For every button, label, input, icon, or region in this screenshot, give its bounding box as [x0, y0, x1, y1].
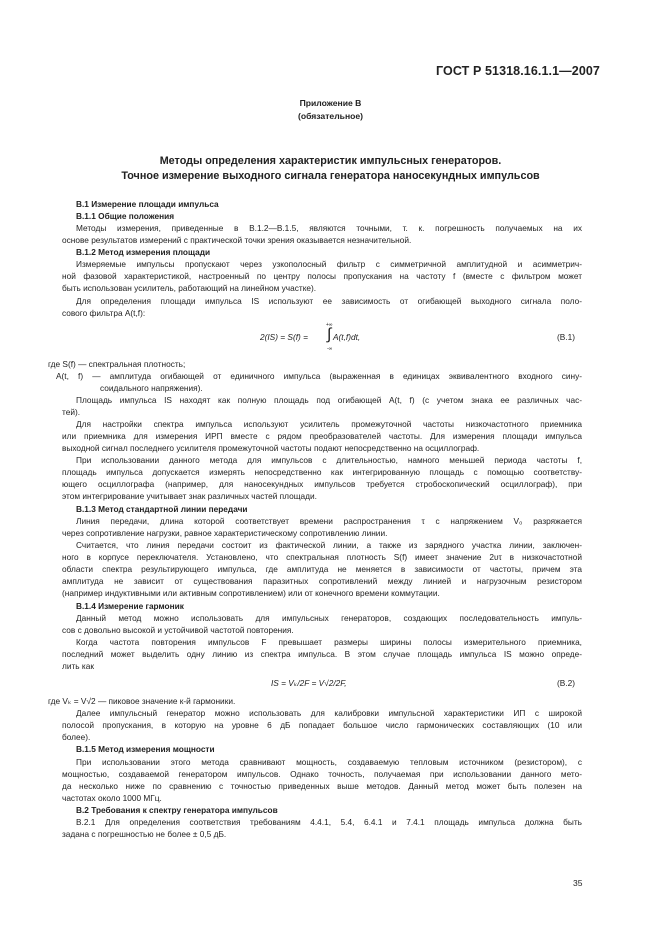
paragraph-line: основе результатов измерений с практической точки зрения оказывается незначительной.: [62, 235, 412, 245]
paragraph-line: сов с довольно высокой и устойчивой частотой повторения.: [62, 625, 294, 635]
paragraph-line: При использовании данного метода для импульсов с длительностью, намного меньшей периода частоты f,: [76, 455, 582, 465]
appendix-status: (обязательное): [297, 111, 364, 121]
paragraph-line: Линия передачи, длина которой соответствует времени распространения τ с напряжением V₀ разряжается: [76, 516, 582, 526]
heading-b1-1: В.1.1 Общие положения: [76, 211, 175, 221]
paragraph-line: где Vₖ = V√2 — пиковое значение к-й гармоники.: [48, 696, 236, 706]
paragraph-line: быть использован усилитель, работающий на линейном участке).: [62, 283, 317, 293]
paragraph-line: Методы измерения, приведенные в В.1.2—В.1.5, являются точными, т. к. погрешность получаемых на их: [76, 223, 582, 233]
paragraph-line: тей).: [62, 407, 81, 417]
paragraph-line: где S(f) — спектральная плотность;: [48, 359, 186, 369]
heading-b1-4: В.1.4 Измерение гармоник: [76, 601, 184, 611]
paragraph-line: Считается, что линия передачи состоит из фактической линии, а также из зарядного участка линии, заключен-: [76, 540, 582, 550]
paragraph-line: частотах около 1000 МГц.: [62, 793, 162, 803]
paragraph-line: более).: [62, 732, 91, 742]
heading-b1-5: В.1.5 Метод измерения мощности: [76, 744, 215, 754]
formula-b1-integrand: A(t,f)dt,: [333, 332, 361, 342]
paragraph-line: Когда частота повторения импульсов F превышает размеры ширины полосы измерительного приемника,: [76, 637, 582, 647]
appendix-title: Приложение В: [299, 98, 362, 108]
paragraph-line: ной фазовой характеристикой, настроенный по центру полосы пропускания на частоту f (вместе с фильтром может: [62, 271, 582, 281]
paragraph-line: Площадь импульса IS находят как полную площадь под огибающей A(t, f) (с учетом знака ее различных час-: [76, 395, 582, 405]
paragraph-line: сового фильтра A(t,f):: [62, 308, 146, 318]
paragraph-line: лить как: [62, 661, 94, 671]
paragraph-line: полосой пропускания, в которую на уровне 6 дБ попадает большое число гармонических составляющих (10 или: [62, 720, 582, 730]
paragraph-line: задана с погрешностью не более ± 0,5 дБ.: [62, 829, 227, 839]
formula-b1-upper-limit: +∞: [326, 322, 333, 328]
heading-b1: В.1 Измерение площади импульса: [76, 199, 219, 209]
paragraph-line: Далее импульсный генератор можно использовать для калибровки импульсной характеристики ИП с широкой: [76, 708, 582, 718]
paragraph-line: В.2.1 Для определения соответствия требованиям 4.4.1, 5.4, 6.4.1 и 7.4.1 площадь импульса должна быть: [76, 817, 582, 827]
paragraph-line: амплитуда не зависит от существования паразитных сопротивлений между линией и нагрузочным резистором: [62, 576, 582, 586]
paragraph-line: A(t, f) — амплитуда огибающей от единичного импульса (выраженная в единицах эквивалентного входного сину-: [56, 371, 582, 381]
paragraph-line: области спектра результирующего импульса, где амплитуда не меняется в зависимости от частоты, причем эта: [62, 564, 582, 574]
paragraph-line: ющего осциллографа (например, для наносекундных импульсов требуется стробоскопический осциллограф), при: [62, 479, 582, 489]
paragraph-line: Данный метод можно использовать для импульсных генераторов, создающих последовательность импуль-: [76, 613, 582, 623]
paragraph-line: последний может выделить одну линию из спектра импульса. В этом случае площадь импульса IS можно опреде-: [62, 649, 582, 659]
page-number: 35: [573, 878, 583, 888]
document-header: ГОСТ Р 51318.16.1.1—2007: [436, 64, 600, 78]
paragraph-line: да несколько ниже по сравнению с точностью приведенных выше методов. Данный метод может быть полезен на: [62, 781, 582, 791]
paragraph-line: выходной сигнал последнего усилителя промежуточной частоты подают непосредственно на осциллограф.: [62, 443, 480, 453]
paragraph-line: ного в корпусе переключателя. Установлено, что спектральная плотность S(f) имеет значение 2υτ в низкочастотной: [62, 552, 582, 562]
integral-sign-icon: ∫: [327, 326, 332, 343]
section-title-line-1: Методы определения характеристик импульсных генераторов.: [159, 155, 502, 167]
paragraph-line: или приемника для измерения ИРП вместе с рядом преобразователей частоты. Для измерения площади импульса: [62, 431, 582, 441]
section-title-line-2: Точное измерение выходного сигнала генератора наносекундных импульсов: [121, 170, 540, 182]
paragraph-line: этом интегрирование учитывает знак различных частей площади.: [62, 491, 317, 501]
paragraph-line: Измеряемые импульсы пропускают через узкополосный фильтр с симметричной амплитудной и асимметрич-: [76, 259, 582, 269]
paragraph-line: Для определения площади импульса IS используют ее зависимость от огибающей выходного сигнала поло-: [76, 296, 582, 306]
formula-b1-lower-limit: -∞: [327, 346, 333, 352]
formula-b2: IS = Vₖ/2F = V√2/2F,: [271, 678, 347, 688]
paragraph-line: При использовании этого метода сравнивают мощность, создаваемую тепловым источником (резистором), с: [76, 757, 582, 767]
paragraph-line: (например индуктивными или активным сопротивлением) или от конечного времени коммутации.: [62, 588, 440, 598]
paragraph-line: мощностью, создаваемой генератором импульсов. Однако точность, получаемая при использовании данного мето-: [62, 769, 582, 779]
paragraph-line: площадь импульса допускается измерять непосредственно как интегрированную площадь с помощью соответству-: [62, 467, 582, 477]
heading-b2: В.2 Требования к спектру генератора импульсов: [76, 805, 278, 815]
paragraph-line: через сопротивление нагрузки, равное характеристическому сопротивлению линии.: [62, 528, 388, 538]
paragraph-line: Для настройки спектра импульса используют усилитель промежуточной частоты низкочастотного приемника: [76, 419, 582, 429]
formula-b2-number: (В.2): [557, 678, 575, 688]
heading-b1-2: В.1.2 Метод измерения площади: [76, 247, 211, 257]
formula-b1-left: 2(IS) = S(f) =: [260, 332, 308, 342]
formula-b1-number: (В.1): [557, 332, 575, 342]
paragraph-line: соидального напряжения).: [100, 383, 203, 393]
heading-b1-3: В.1.3 Метод стандартной линии передачи: [76, 504, 248, 514]
